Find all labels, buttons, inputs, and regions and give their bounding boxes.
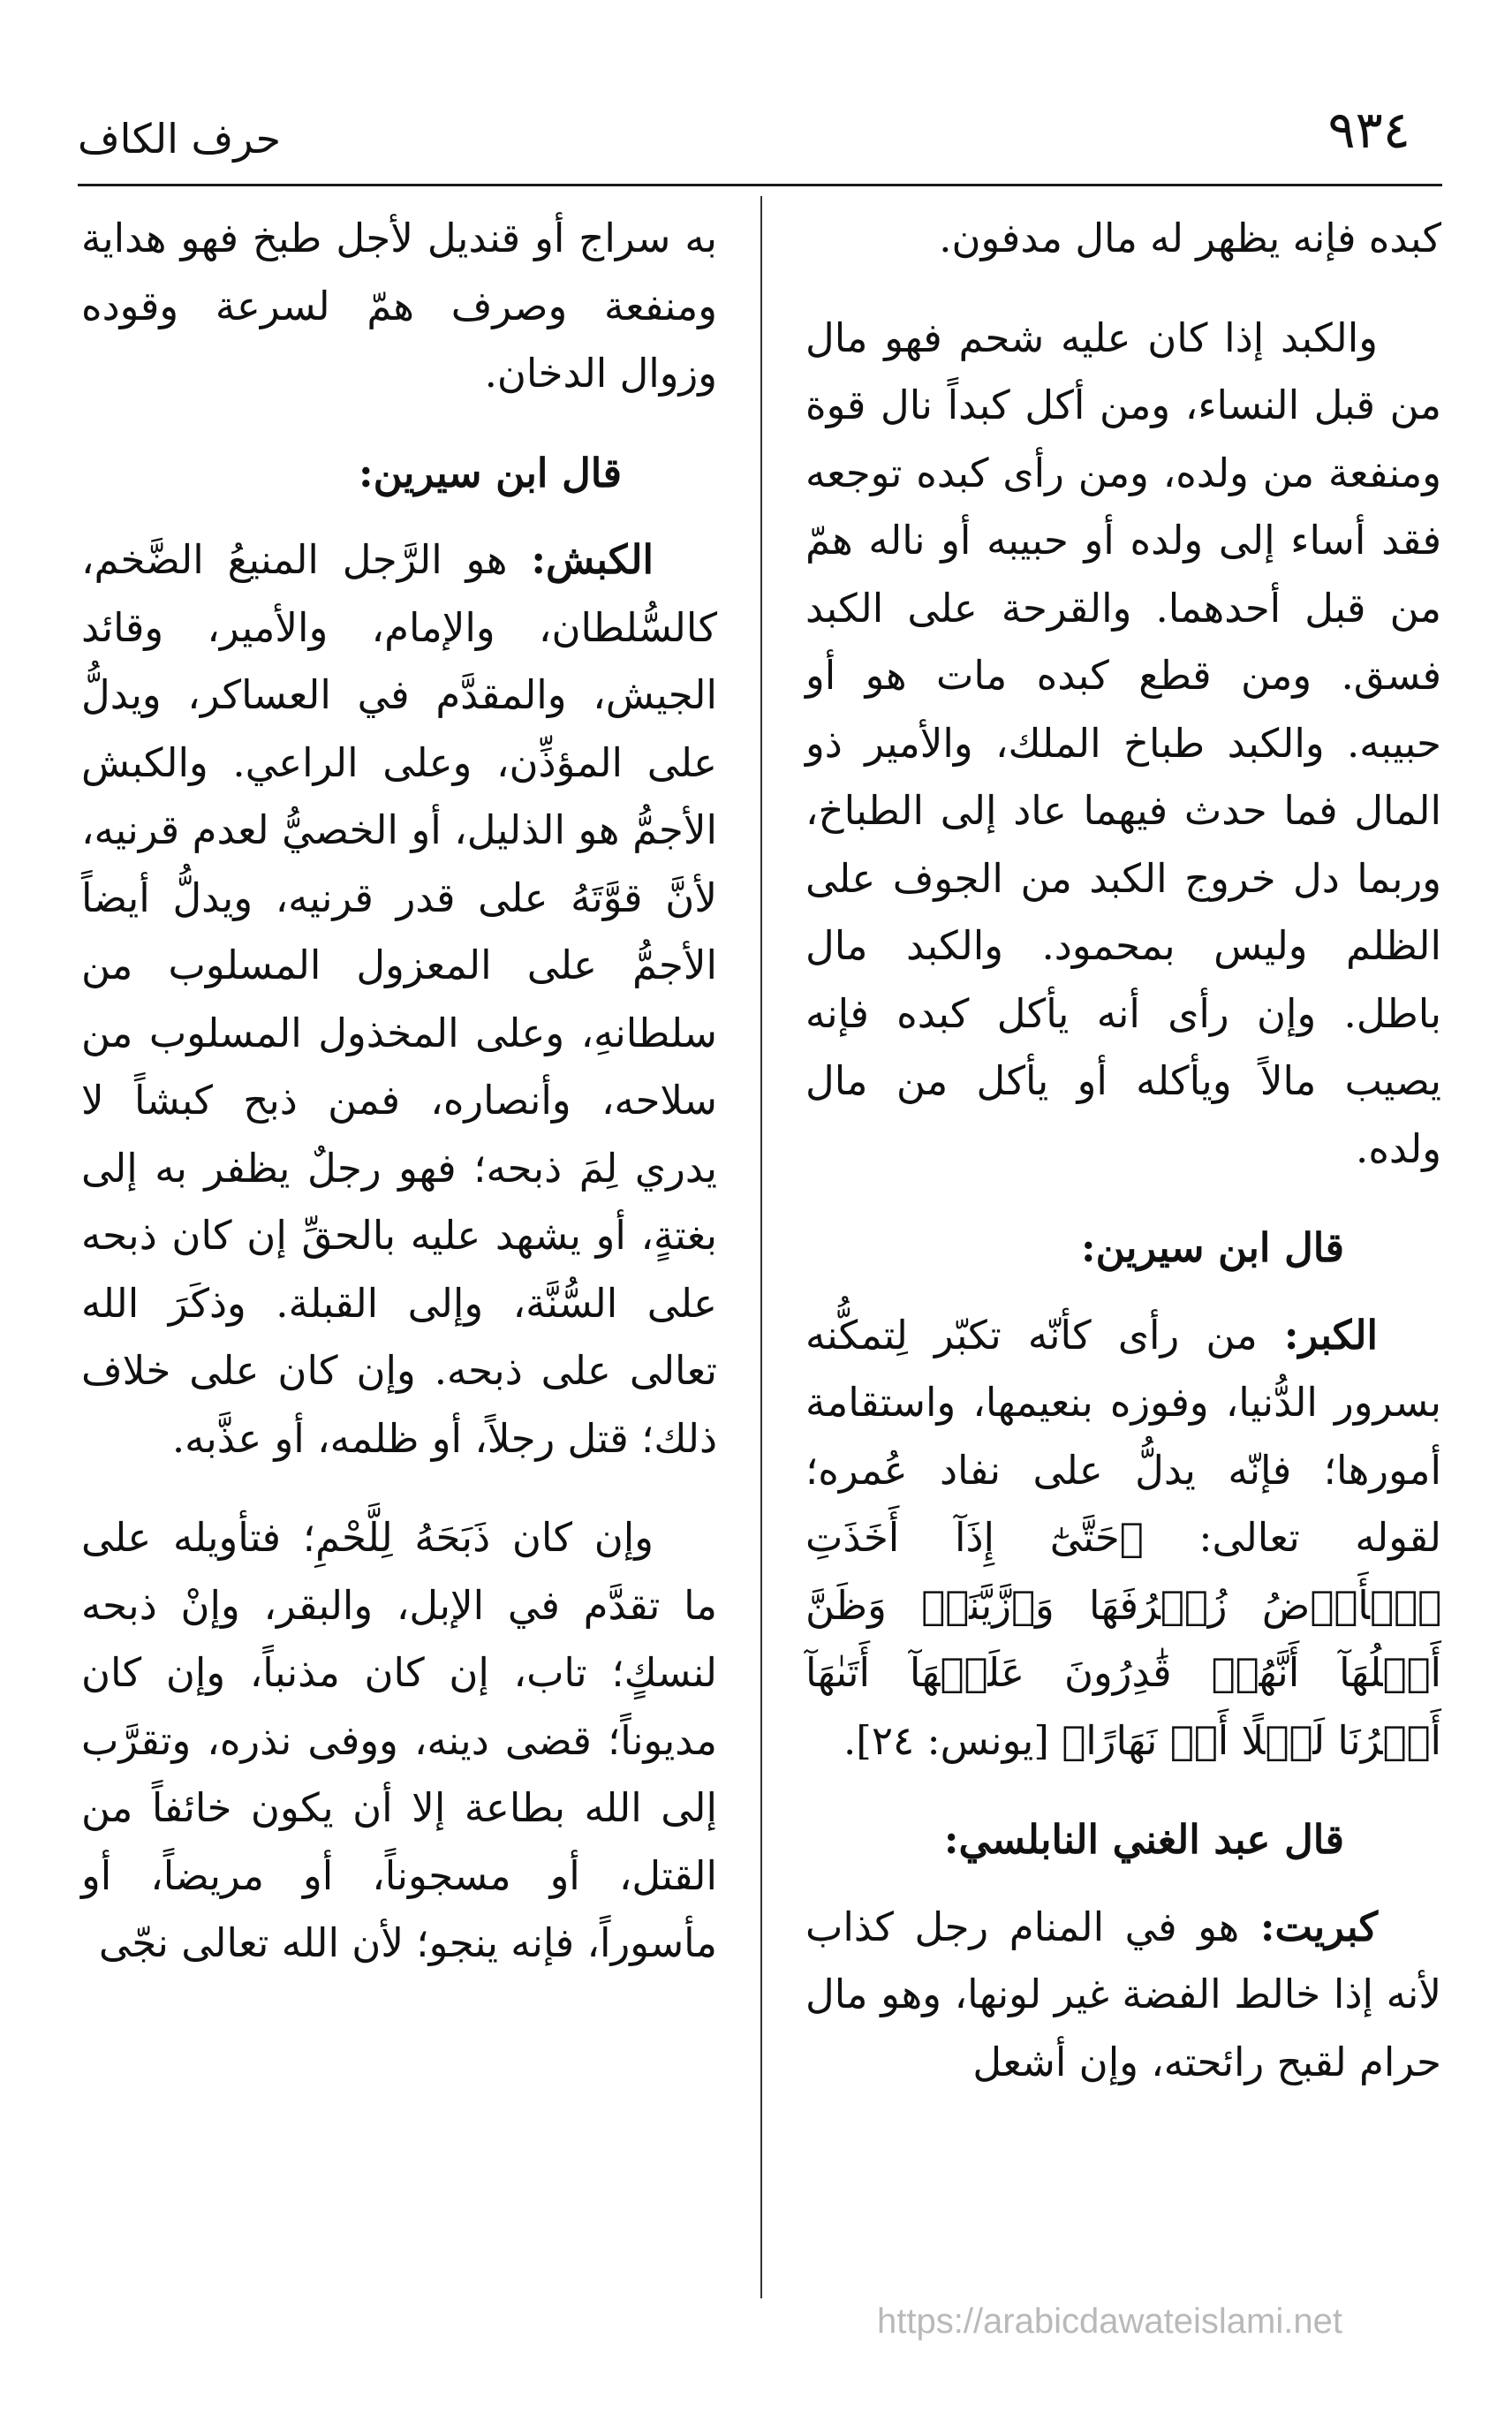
section-heading: قال ابن سيرين: <box>358 449 622 496</box>
entry-lead: الكبر: <box>1283 1311 1378 1359</box>
paragraph: والكبد إذا كان عليه شحم فهو مال من قبل النساء، ومن أكل كبداً نال قوة ومنفعة من ولده، ومن رأى كبده توجعه فقد أساء إلى ولده أو حبيبه أو ناله همّ من قبل أحدهما. والقرحة على الكبد فسق. ومن قطع كبده مات هو أو حبيبه. والكبد طباخ الملك، والأمير ذو المال فما حدث فيهما عاد إلى الطباخ، وربما دل خروج الكبد من الجوف على الظلم وليس بمحمود. والكبد مال باطل. وإن رأى أنه يأكل كبده فإنه يصيب مالاً ويأكله أو يأكل من مال ولده. <box>805 314 1441 1172</box>
section-heading: قال عبد الغني النابلسي: <box>943 1816 1344 1863</box>
paragraph: وإن كان ذَبَحَهُ لِلَّحْمِ؛ فتأويله على ما تقدَّم في الإبل، والبقر، وإنْ ذبحه لنسكٍ؛ تاب، إن كان مذنباً، وإن كان مديوناً؛ قضى دينه، ووفى نذره، وتقرَّب إلى الله بطاعة إلا أن يكون خائفاً من القتل، أو مسجوناً، أو مريضاً، أو مأسوراً، فإنه ينجو؛ لأن الله تعالى نجّى <box>81 1514 717 1966</box>
paragraph: به سراج أو قنديل لأجل طبخ فهو هداية ومنفعة وصرف همّ لسرعة وقوده وزوال الدخان. <box>81 215 717 397</box>
entry-body: هو في المنام رجل كذاب لأنه إذا خالط الفضة غير لونها، وهو مال حرام لقبح رائحته، وإن أشعل <box>805 1903 1441 2085</box>
entry-body: من رأى كأنّه تكبّر لِتمكُّنه بسرور الدُّنيا، وفوزه بنعيمها، واستقامة أمورها؛ فإنّه يدلُّ على نفاد عُمره؛ لقوله تعالى: <box>805 1311 1441 1561</box>
verse-reference: [يونس: ٢٤]. <box>843 1716 1062 1764</box>
section-heading: قال ابن سيرين: <box>1080 1224 1344 1271</box>
running-title: حرف الكاف <box>78 115 282 163</box>
paragraph <box>805 1894 1441 2097</box>
paragraph <box>81 526 717 1472</box>
column-divider <box>760 196 762 2298</box>
entry-lead: كبريت: <box>1259 1903 1378 1950</box>
page-header <box>0 0 1512 177</box>
entry-body: هو الرَّجل المنيعُ الضَّخم، كالسُّلطان، والإمام، والأمير، وقائد الجيش، والمقدَّم في العساكر، ويدلُّ على المؤذِّن، وعلى الراعي. والكبش الأجمُّ هو الذليل، أو الخصيُّ لعدم قرنيه، لأنَّ قوَّتَهُ على قدر قرنيه، ويدلُّ أيضاً الأجمُّ على المعزول المسلوب من سلطانهِ، وعلى المخذول المسلوب من سلاحه، وأنصاره، فمن ذبح كبشاً لا يدري لِمَ ذبحه؛ فهو رجلٌ يظفر به إلى بغتةٍ، أو يشهد عليه بالحقِّ إن كان ذبحه على السُّنَّة، وإلى القبلة. وذكَرَ الله تعالى على ذبحه. وإن كان على خلاف ذلك؛ قتل رجلاً، أو ظلمه، أو عذَّبه. <box>81 536 717 1462</box>
left-column <box>81 205 717 1978</box>
page-number: ٩٣٤ <box>1327 100 1410 160</box>
right-column <box>805 205 1441 2096</box>
paragraph <box>805 1302 1441 1775</box>
quran-verse: ﴿حَتَّىٰٓ إِذَآ أَخَذَتِ ٱلۡأَرۡضُ زُخۡرُفَهَا وَٱزَّيَّنَتۡ وَظَنَّ أَهۡلُهَآ أَنَّهُمۡ قَٰدِرُونَ عَلَيۡهَآ أَتَىٰهَآ أَمۡرُنَا لَيۡلًا أَوۡ نَهَارًا﴾ <box>805 1514 1441 1764</box>
watermark-url: https://arabicdawateislami.net <box>877 2302 1342 2341</box>
paragraph: كبده فإنه يظهر له مال مدفون. <box>939 215 1441 261</box>
entry-lead: الكبش: <box>531 536 654 583</box>
header-rule <box>78 184 1442 186</box>
